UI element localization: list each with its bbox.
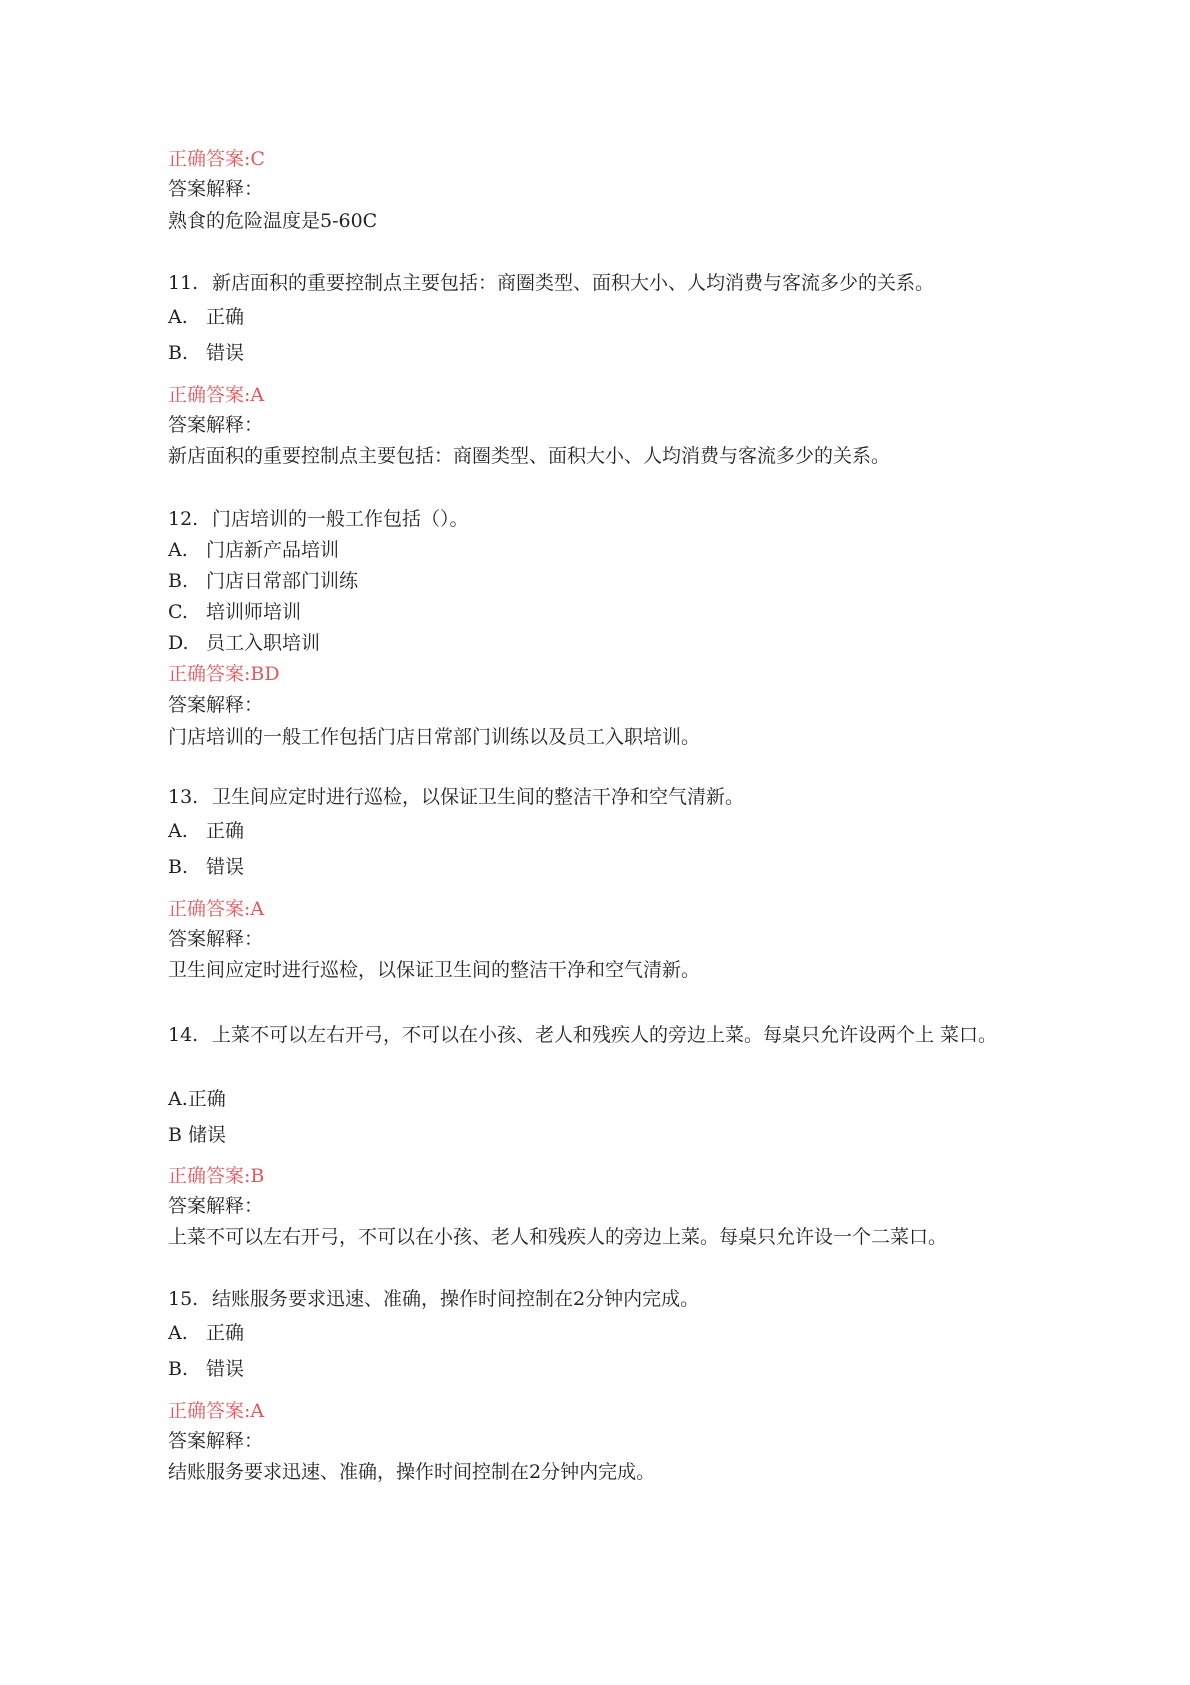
explanation-text: 结账服务要求迅速、准确，操作时间控制在2分钟内完成。: [168, 1461, 656, 1483]
option-b: [168, 340, 244, 366]
option-label: B.: [168, 342, 189, 364]
question-12: [168, 506, 469, 532]
option-c: [168, 599, 301, 625]
option-text: 错误: [206, 1358, 245, 1380]
explanation-label: 答案解释：: [168, 414, 264, 436]
question-number: 15.: [168, 1288, 199, 1310]
option-a: [168, 1320, 244, 1346]
option-text: 错误: [206, 342, 245, 364]
explanation-text: 新店面积的重要控制点主要包括：商圈类型、面积大小、人均消费与客流多少的关系。: [168, 445, 891, 467]
option-a: [168, 537, 339, 563]
explanation-label: 答案解释：: [168, 928, 264, 950]
question-text: 卫生间应定时进行巡检，以保证卫生间的整洁干净和空气清新。: [212, 786, 745, 808]
explanation-text: 门店培训的一般工作包括门店日常部门训练以及员工入职培训。: [168, 726, 701, 748]
explanation-label: 答案解释：: [168, 694, 264, 716]
explanation-label: 答案解释：: [168, 1195, 264, 1217]
explanation-label: 答案解释：: [168, 178, 264, 200]
option-text: 正确: [206, 1322, 245, 1344]
correct-answer: 正确答案:A: [168, 1400, 265, 1422]
question-15: [168, 1286, 699, 1312]
option-label: B.: [168, 1358, 189, 1380]
question-number: 14.: [168, 1024, 199, 1046]
option-label: A.: [168, 1088, 188, 1110]
explanation-text: 上菜不可以左右开弓，不可以在小孩、老人和残疾人的旁边上菜。每桌只允许设一个二菜口。: [168, 1226, 948, 1248]
option-text: 储误: [188, 1124, 227, 1146]
question-14: [168, 1018, 1028, 1052]
correct-answer: 正确答案:C: [168, 148, 265, 170]
option-label: C.: [168, 601, 188, 623]
option-b: [168, 1356, 244, 1382]
question-number: 13.: [168, 786, 199, 808]
correct-answer: 正确答案:B: [168, 1165, 265, 1187]
option-label: B: [168, 1124, 182, 1146]
question-13: [168, 784, 744, 810]
option-text: 正确: [206, 820, 245, 842]
option-b: [168, 568, 358, 594]
option-text: 门店日常部门训练: [206, 570, 359, 592]
question-text: 门店培训的一般工作包括（）。: [212, 508, 469, 530]
option-label: A.: [168, 1322, 188, 1344]
option-label: B.: [168, 856, 189, 878]
question-text: 结账服务要求迅速、准确，操作时间控制在2分钟内完成。: [212, 1288, 700, 1310]
explanation-label: 答案解释：: [168, 1430, 264, 1452]
option-label: A.: [168, 539, 188, 561]
option-label: D.: [168, 632, 189, 654]
question-number: 11.: [168, 272, 199, 294]
option-text: 门店新产品培训: [206, 539, 340, 561]
option-text: 正确: [206, 306, 245, 328]
option-a: [168, 304, 244, 330]
option-text: 培训师培训: [206, 601, 302, 623]
correct-answer: 正确答案:A: [168, 384, 265, 406]
option-a: [168, 818, 244, 844]
option-label: A.: [168, 306, 188, 328]
option-b: [168, 1122, 226, 1148]
option-b: [168, 854, 244, 880]
option-text: 正确: [187, 1088, 226, 1110]
option-text: 员工入职培训: [206, 632, 321, 654]
question-text: 新店面积的重要控制点主要包括：商圈类型、面积大小、人均消费与客流多少的关系。: [212, 272, 935, 294]
question-text: 上菜不可以左右开弓，不可以在小孩、老人和残疾人的旁边上菜。每桌只允许设两个上 菜口。: [212, 1024, 998, 1046]
option-label: B.: [168, 570, 189, 592]
option-label: A.: [168, 820, 188, 842]
question-11: [168, 270, 934, 296]
option-d: [168, 630, 320, 656]
correct-answer: 正确答案:BD: [168, 663, 280, 685]
explanation-text: 熟食的危险温度是5-60C: [168, 210, 378, 232]
explanation-text: 卫生间应定时进行巡检，以保证卫生间的整洁干净和空气清新。: [168, 959, 701, 981]
question-number: 12.: [168, 508, 199, 530]
option-a: [168, 1086, 226, 1112]
option-text: 错误: [206, 856, 245, 878]
correct-answer: 正确答案:A: [168, 898, 265, 920]
